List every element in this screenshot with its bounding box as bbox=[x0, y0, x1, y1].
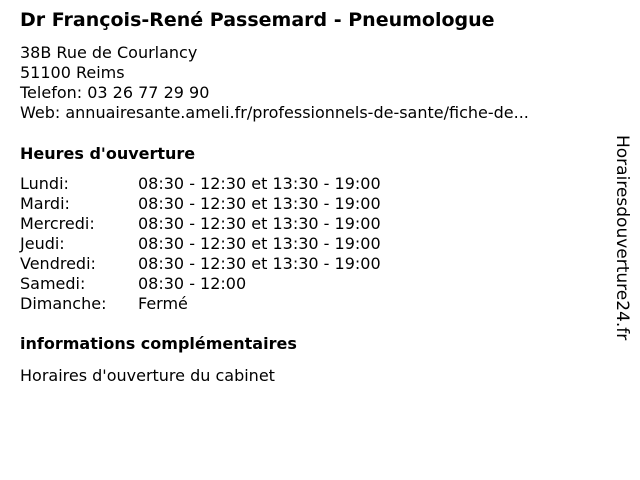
site-watermark: Horairesdouverture24.fr bbox=[612, 135, 632, 341]
address-city: 51100 Reims bbox=[20, 63, 125, 82]
day-hours: 08:30 - 12:30 et 13:30 - 19:00 bbox=[138, 234, 381, 253]
day-label: Samedi: bbox=[20, 274, 86, 293]
day-label: Jeudi: bbox=[20, 234, 65, 253]
day-hours: 08:30 - 12:30 et 13:30 - 19:00 bbox=[138, 194, 381, 213]
contact-block bbox=[20, 43, 529, 123]
additional-info-text: Horaires d'ouverture du cabinet bbox=[20, 366, 275, 385]
website-link[interactable]: Web: annuairesante.ameli.fr/professionnels-de-sante/fiche-de... bbox=[20, 103, 529, 122]
page-title: Dr François-René Passemard - Pneumologue bbox=[20, 9, 495, 31]
address-street: 38B Rue de Courlancy bbox=[20, 43, 198, 62]
day-hours: 08:30 - 12:30 et 13:30 - 19:00 bbox=[138, 214, 381, 233]
day-label: Lundi: bbox=[20, 174, 69, 193]
day-hours: 08:30 - 12:00 bbox=[138, 274, 247, 293]
day-label: Dimanche: bbox=[20, 294, 107, 313]
phone-number[interactable]: Telefon: 03 26 77 29 90 bbox=[20, 83, 210, 102]
day-hours: 08:30 - 12:30 et 13:30 - 19:00 bbox=[138, 254, 381, 273]
opening-hours-heading: Heures d'ouverture bbox=[20, 144, 196, 163]
day-label: Mercredi: bbox=[20, 214, 95, 233]
additional-info-heading: informations complémentaires bbox=[20, 334, 297, 353]
day-label: Mardi: bbox=[20, 194, 70, 213]
day-label: Vendredi: bbox=[20, 254, 96, 273]
day-hours: 08:30 - 12:30 et 13:30 - 19:00 bbox=[138, 174, 381, 193]
day-hours: Fermé bbox=[138, 294, 188, 313]
